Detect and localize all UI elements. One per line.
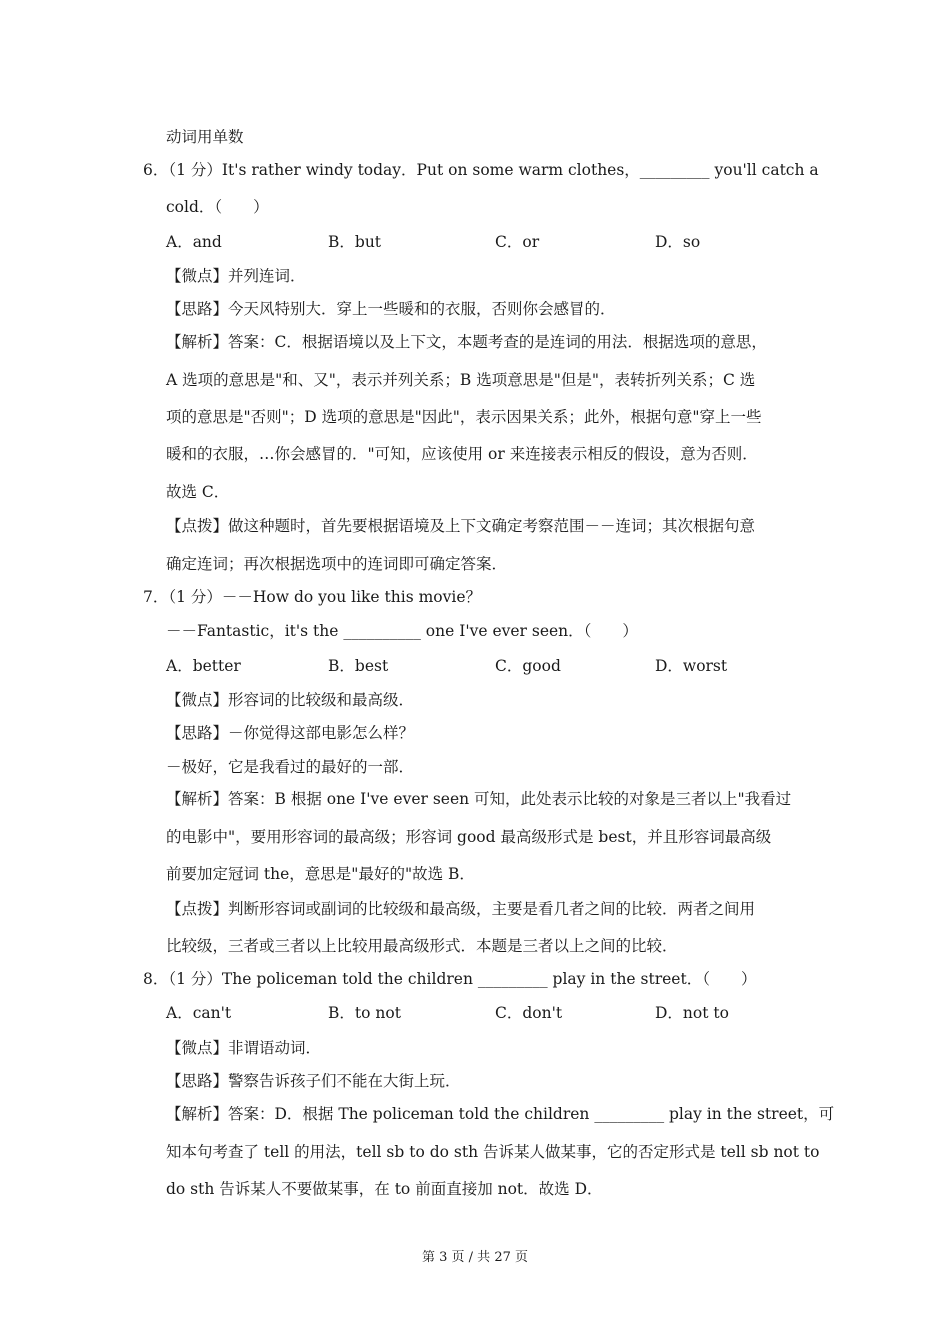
q6-idea: 【思路】今天风特别大．穿上一些暖和的衣服，否则你会感冒的． — [166, 300, 616, 318]
q7-analysis: 前要加定冠词 the，意思是"最好的"故选 B． — [166, 865, 475, 883]
q7-option-a: A．better — [166, 657, 241, 675]
question-7-stem: 7．（1 分）－－How do you like this movie？ — [143, 588, 481, 606]
q6-tip: 【点拨】做这种题时，首先要根据语境及上下文确定考察范围－－连词；其次根据句意 — [166, 517, 756, 535]
q8-analysis: do sth 告诉某人不要做某事，在 to 前面直接加 not．故选 D． — [166, 1180, 603, 1198]
question-6-stem: 6．（1 分）It's rather windy today．Put on some warm clothes，_________ you'll catch a — [143, 161, 819, 179]
q7-idea: －极好，它是我看过的最好的一部． — [166, 758, 415, 776]
q7-analysis: 的电影中"，要用形容词的最高级；形容词 good 最高级形式是 best，并且形容词最高级 — [166, 828, 772, 846]
q8-idea: 【思路】警察告诉孩子们不能在大街上玩． — [166, 1072, 461, 1090]
q6-tip: 确定连词；再次根据选项中的连词即可确定答案． — [166, 555, 508, 573]
q8-option-a: A．can't — [166, 1004, 232, 1022]
q7-idea: 【思路】－你觉得这部电影怎么样？ — [166, 724, 415, 742]
q8-option-b: B．to not — [328, 1004, 401, 1022]
q6-analysis: 项的意思是"否则"；D 选项的意思是"因此"，表示因果关系；此外，根据句意"穿上一些 — [166, 408, 762, 426]
q7-tip: 比较级，三者或三者以上比较用最高级形式．本题是三者以上之间的比较． — [166, 937, 678, 955]
q6-analysis: 【解析】答案：C．根据语境以及上下文，本题考查的是连词的用法．根据选项的意思， — [166, 333, 767, 351]
q8-option-d: D．not to — [655, 1004, 729, 1022]
q8-analysis: 知本句考查了 tell 的用法，tell sb to do sth 告诉某人做某事，它的否定形式是 tell sb not to — [166, 1143, 820, 1161]
q6-option-d: D．so — [655, 233, 701, 251]
text-line: 动词用单数 — [166, 128, 244, 146]
q7-option-b: B．best — [328, 657, 389, 675]
q7-tip: 【点拨】判断形容词或副词的比较级和最高级，主要是看几者之间的比较．两者之间用 — [166, 900, 756, 918]
q7-point: 【微点】形容词的比较级和最高级． — [166, 691, 415, 709]
q6-option-c: C．or — [495, 233, 540, 251]
q6-option-a: A．and — [166, 233, 222, 251]
q7-analysis: 【解析】答案：B 根据 one I've ever seen 可知，此处表示比较的对象是三者以上"我看过 — [166, 790, 792, 808]
q6-analysis: 暖和的衣服，…你会感冒的．"可知，应该使用 or 来连接表示相反的假设，意为否则． — [166, 445, 758, 463]
q6-analysis: 故选 C． — [166, 483, 230, 501]
q6-analysis: A 选项的意思是"和、又"，表示并列关系；B 选项意思是"但是"，表转折列关系；C 选 — [166, 371, 756, 389]
q6-point: 【微点】并列连词． — [166, 267, 306, 285]
question-7-stem-continued: －－Fantastic，it's the __________ one I've ever seen．（ ） — [166, 622, 638, 640]
q8-option-c: C．don't — [495, 1004, 563, 1022]
q7-option-c: C．good — [495, 657, 561, 675]
q7-option-d: D．worst — [655, 657, 728, 675]
q8-analysis: 【解析】答案：D．根据 The policeman told the children _________ play in the street，可 — [166, 1105, 835, 1123]
q8-point: 【微点】非谓语动词． — [166, 1039, 322, 1057]
page-footer: 第 3 页 / 共 27 页 — [422, 1250, 528, 1265]
question-8-stem: 8．（1 分）The policeman told the children _________ play in the street．（ ） — [143, 970, 757, 988]
question-6-stem-continued: cold．（ ） — [166, 198, 269, 216]
q6-option-b: B．but — [328, 233, 382, 251]
